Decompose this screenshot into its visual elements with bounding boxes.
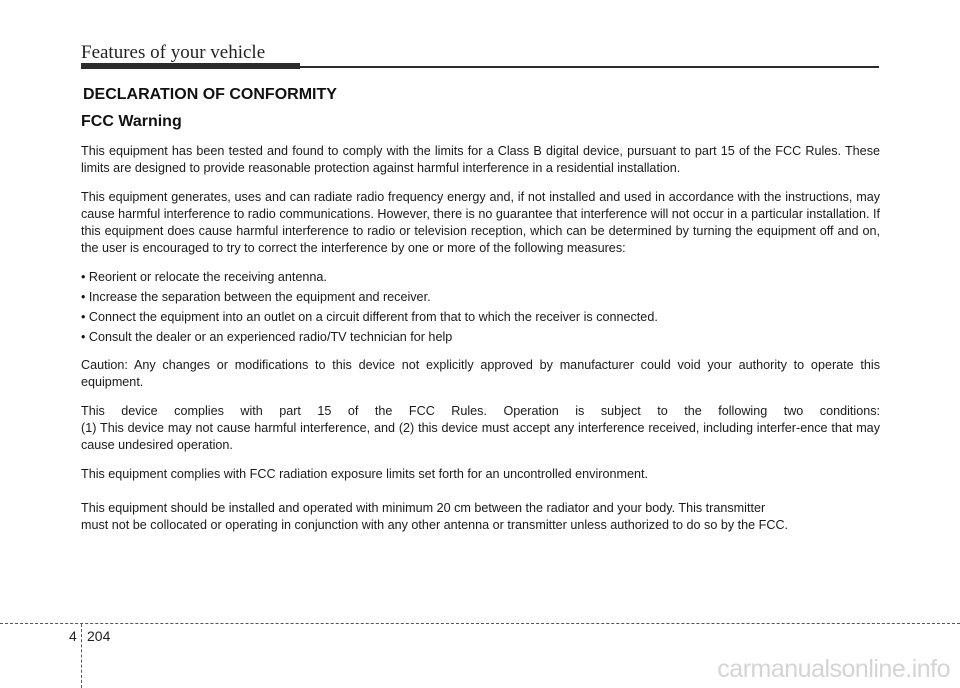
installation-line-2: must not be collocated or operating in conjunction with any other antenna or transmitter unless authorized to do so by the FCC. — [81, 518, 789, 532]
chapter-number: 4 — [69, 628, 77, 644]
page-header-title: Features of your vehicle — [81, 42, 266, 63]
watermark: carmanualsonline.info — [717, 655, 950, 683]
header-rule-thick — [81, 63, 300, 69]
footer-divider — [0, 623, 960, 624]
list-item: • Connect the equipment into an outlet on a circuit different from that to which the receiver is connected. — [81, 310, 658, 324]
list-item: • Reorient or relocate the receiving antenna. — [81, 270, 327, 284]
installation-line-1: This equipment should be installed and operated with minimum 20 cm between the radiator and your body. This transmitter — [81, 501, 766, 515]
paragraph-installation — [81, 500, 880, 534]
section-title: DECLARATION OF CONFORMITY — [83, 86, 337, 103]
paragraph-exposure: This equipment complies with FCC radiation exposure limits set forth for an uncontrolled environment. — [81, 467, 648, 481]
list-item: • Increase the separation between the equipment and receiver. — [81, 290, 431, 304]
main-content — [81, 84, 880, 546]
paragraph-caution: Caution: Any changes or modifications to this device not explicitly approved by manufacturer could void your authority to operate this equipment. — [81, 358, 880, 389]
subsection-title: FCC Warning — [81, 113, 182, 130]
list-item: • Consult the dealer or an experienced radio/TV technician for help — [81, 330, 453, 344]
compliance-line-2: (1) This device may not cause harmful interference, and (2) this device must accept any interference received, including interfer-ence that may cause undesired operation. — [81, 421, 880, 452]
paragraph-interference: This equipment generates, uses and can radiate radio frequency energy and, if not installed and used in accordance with the instructions, may cause harmful interference to radio communications. However, there is no guarantee that interference will not occur in a particular installation. If this equipment does cause harmful interference to radio or television reception, which can be determined by turning the equipment off and on, the user is encouraged to try to correct the interference by one or more of the following measures: — [81, 190, 880, 255]
compliance-line-1: This device complies with part 15 of the FCC Rules. Operation is subject to the following two conditions: — [81, 404, 880, 418]
footer-vertical-divider — [81, 624, 82, 688]
measures-list — [81, 269, 880, 346]
header-rule-thin — [300, 66, 879, 68]
paragraph-class-b: This equipment has been tested and found to comply with the limits for a Class B digital device, pursuant to part 15 of the FCC Rules. These limits are designed to provide reasonable protection against harmful interference in a residential installation. — [81, 144, 880, 175]
page-number: 204 — [87, 628, 111, 644]
paragraph-compliance — [81, 403, 880, 454]
